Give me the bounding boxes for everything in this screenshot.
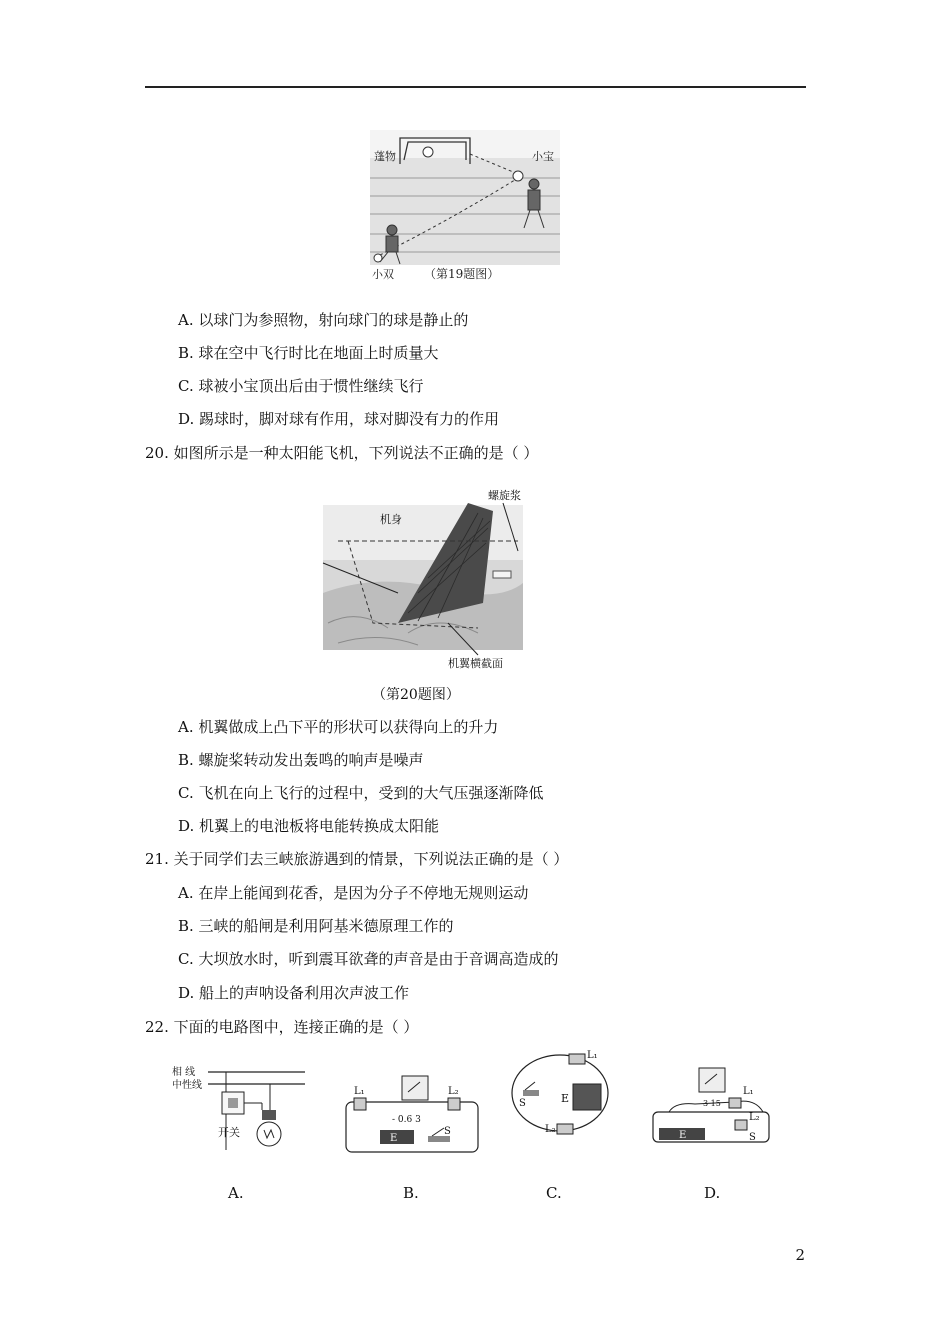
fig19-label-goal: 蓬物 (374, 150, 396, 163)
q20-option-c: C. 飞机在向上飞行的过程中，受到的大气压强逐渐降低 (178, 784, 544, 802)
fig20-label-propeller: 螺旋浆 (488, 489, 521, 502)
q22-choice-a: A. (228, 1184, 244, 1202)
fig19-label-xiaoshuang: 小双 (372, 268, 394, 281)
figure-20-solar-plane (318, 483, 533, 673)
header-rule (145, 86, 806, 88)
q21-option-c: C. 大坝放水时，听到震耳欲聋的声音是由于音调高造成的 (178, 950, 559, 968)
fig20-caption: （第20题图） (372, 687, 460, 703)
figure-19-soccer (370, 130, 560, 285)
fig20-label-wing-section: 机翼横截面 (448, 657, 503, 670)
q22-choice-d: D. (704, 1184, 721, 1202)
circuit-d-s: S (749, 1132, 756, 1143)
q20-option-a: A. 机翼做成上凸下平的形状可以获得向上的升力 (178, 718, 499, 736)
q19-option-c: C. 球被小宝顶出后由于惯性继续飞行 (178, 377, 424, 395)
q22-stem: 22. 下面的电路图中，连接正确的是（ ） (145, 1018, 419, 1036)
q21-option-d: D. 船上的声呐设备利用次声波工作 (178, 984, 410, 1002)
circuit-a-label-neutral: 中性线 (172, 1080, 202, 1091)
circuit-c-l2: L₂ (545, 1124, 556, 1135)
circuit-b (340, 1070, 485, 1160)
circuit-a-label-live: 相 线 (172, 1067, 196, 1078)
circuit-a-label-switch: 开关 (218, 1126, 240, 1139)
q20-stem: 20. 如图所示是一种太阳能飞机，下列说法不正确的是（ ） (145, 444, 539, 462)
fig20-label-body: 机身 (380, 513, 402, 526)
q19-option-a: A. 以球门为参照物，射向球门的球是静止的 (178, 311, 469, 329)
page-number: 2 (795, 1246, 805, 1264)
q20-option-d: D. 机翼上的电池板将电能转换成太阳能 (178, 817, 440, 835)
q21-option-b: B. 三峡的船闸是利用阿基米德原理工作的 (178, 917, 454, 935)
q21-stem: 21. 关于同学们去三峡旅游遇到的情景，下列说法正确的是（ ） (145, 850, 569, 868)
circuit-d (645, 1062, 775, 1150)
circuit-b-l2: L₂ (448, 1086, 459, 1097)
circuit-d-e: E (679, 1130, 687, 1141)
circuit-d-l2: L₂ (749, 1112, 760, 1123)
circuit-b-meter: - 0.6 3 (392, 1115, 421, 1125)
fig19-label-xiaobao: 小宝 (532, 150, 554, 163)
circuit-d-l1: L₁ (743, 1086, 754, 1097)
q22-choice-b: B. (403, 1184, 419, 1202)
circuit-b-l1: L₁ (354, 1086, 365, 1097)
circuit-c-l1: L₁ (587, 1050, 598, 1061)
q20-option-b: B. 螺旋桨转动发出轰鸣的响声是噪声 (178, 751, 424, 769)
circuit-b-s: S (444, 1126, 451, 1137)
circuit-a-household (170, 1060, 310, 1160)
circuit-c (505, 1048, 615, 1143)
fig19-caption: （第19题图） (424, 267, 500, 281)
q19-option-d: D. 踢球时，脚对球有作用，球对脚没有力的作用 (178, 410, 500, 428)
q21-option-a: A. 在岸上能闻到花香，是因为分子不停地无规则运动 (178, 884, 529, 902)
q22-choice-c: C. (546, 1184, 562, 1202)
circuit-b-e: E (390, 1133, 398, 1144)
circuit-c-s: S (519, 1098, 526, 1109)
circuit-c-e: E (561, 1092, 570, 1105)
circuit-d-meter: 3 15 (703, 1099, 721, 1108)
q19-option-b: B. 球在空中飞行时比在地面上时质量大 (178, 344, 439, 362)
